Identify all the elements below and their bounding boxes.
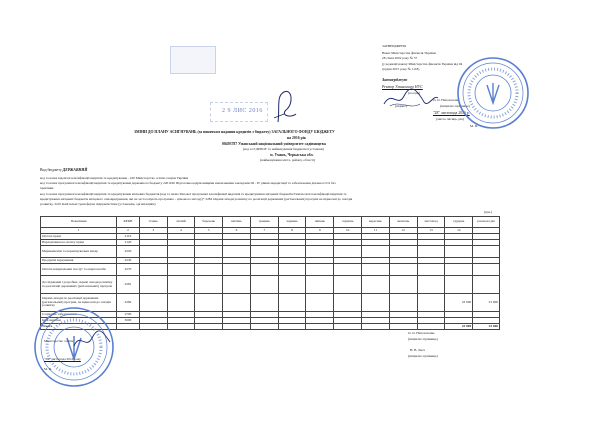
column-number: 11 <box>362 228 390 234</box>
row-code: 2230 <box>117 258 140 264</box>
month-cell <box>223 276 251 294</box>
row-label: Продукти харчування <box>41 258 117 264</box>
month-cell <box>167 276 195 294</box>
column-number: 8 <box>278 228 306 234</box>
row-code: 5000 <box>117 318 140 324</box>
row-label: Усього <box>41 324 117 330</box>
month-cell <box>306 246 334 258</box>
column-header: квітень <box>223 217 251 228</box>
total-cell <box>473 264 500 276</box>
month-cell <box>223 324 251 330</box>
column-number: 5 <box>195 228 223 234</box>
month-cell <box>195 276 223 294</box>
organization-hint: (код за ЄДРПОУ та найменування бюджетної установи) <box>243 147 324 151</box>
month-cell <box>278 324 306 330</box>
column-header: разом на рік <box>473 217 500 228</box>
row-code: 2700 <box>117 312 140 318</box>
month-cell <box>362 264 390 276</box>
column-header: травень <box>250 217 278 228</box>
total-cell <box>473 246 500 258</box>
column-number: 7 <box>250 228 278 234</box>
head-name: О. О. Непочатенко <box>408 331 435 335</box>
document-year: на 2016 рік <box>287 136 306 140</box>
month-cell <box>223 264 251 276</box>
row-code: 2270 <box>117 264 140 276</box>
approval-line: 28 січня 2002 року № 57 <box>382 56 418 60</box>
top-stamp-mark <box>170 46 216 74</box>
info-line: код та назва відомчої класифікації видатків та кредитування - 220 Міністерство освіти і науки України <box>40 176 189 180</box>
month-cell <box>417 264 445 276</box>
column-number: 2 <box>117 228 140 234</box>
month-cell <box>195 246 223 258</box>
month-cell <box>306 294 334 312</box>
month-cell <box>306 264 334 276</box>
column-number: 4 <box>167 228 195 234</box>
position-hint: (посада) <box>408 91 421 95</box>
column-header: січень <box>139 217 167 228</box>
month-cell <box>167 324 195 330</box>
column-header: червень <box>278 217 306 228</box>
month-cell <box>139 324 167 330</box>
month-cell <box>223 294 251 312</box>
column-header: лютий <box>167 217 195 228</box>
accountant-hint: (ініціали і прізвище) <box>408 354 438 358</box>
signature-scribble-mid <box>270 88 300 126</box>
table-row <box>41 264 500 276</box>
month-cell <box>389 264 417 276</box>
column-number: 1 <box>41 228 117 234</box>
row-label: Нарахування на оплату праці <box>41 240 117 246</box>
column-number: 3 <box>139 228 167 234</box>
month-cell <box>389 324 417 330</box>
accountant-name: Н. В. Ляса <box>410 348 426 352</box>
row-label: Медикаменти та перев'язувальні матер <box>41 246 117 258</box>
row-code: 2110 <box>117 234 140 240</box>
signature-scribble-bottom <box>72 328 112 352</box>
info-line: практики <box>40 186 54 190</box>
month-cell <box>362 246 390 258</box>
month-cell <box>334 246 362 258</box>
approval-line: (у редакції наказу Міністерства фінансів України від 04 <box>382 62 463 66</box>
month-cell <box>334 324 362 330</box>
row-code: 2281 <box>117 276 140 294</box>
december-cell: 23 000 <box>445 294 473 312</box>
month-cell <box>139 294 167 312</box>
month-cell <box>389 294 417 312</box>
row-code: 2220 <box>117 246 140 258</box>
column-header: листопад <box>417 217 445 228</box>
month-cell <box>417 246 445 258</box>
month-cell <box>167 264 195 276</box>
row-code: 2120 <box>117 240 140 246</box>
footer-mp-label: М. П. <box>44 367 53 371</box>
column-header: серпень <box>334 217 362 228</box>
month-cell <box>278 264 306 276</box>
month-cell <box>334 264 362 276</box>
footer-left-date: "28" листопада 2016 року <box>44 357 81 361</box>
table-row <box>41 246 500 258</box>
month-cell <box>195 264 223 276</box>
column-number: 13 <box>417 228 445 234</box>
column-number: 6 <box>223 228 251 234</box>
budget-type-value: ДЕРЖАВНИЙ <box>62 168 88 172</box>
month-cell <box>167 246 195 258</box>
info-line: розвитку, 3210 Капітальні трансферти підприємствам (установам, організаціям) <box>40 202 156 206</box>
month-cell <box>250 294 278 312</box>
head-hint: (ініціали і прізвище) <box>408 337 438 341</box>
month-cell <box>334 294 362 312</box>
total-cell: 23 000 <box>473 324 500 330</box>
row-label: Дослідження і розробки, окремі заходи розвитку по реалізації державних (регіональних) програм <box>41 276 117 294</box>
month-cell <box>223 246 251 258</box>
month-cell <box>362 294 390 312</box>
december-cell <box>445 264 473 276</box>
row-label: Оплата праці <box>41 234 117 240</box>
university-seal-top <box>455 55 531 131</box>
month-cell <box>362 276 390 294</box>
month-cell <box>195 294 223 312</box>
month-cell <box>139 246 167 258</box>
approval-line: грудня 2015 року № 1118) <box>382 67 420 71</box>
month-cell <box>250 264 278 276</box>
month-cell <box>278 246 306 258</box>
column-header: вересень <box>362 217 390 228</box>
column-number: 14 <box>445 228 473 234</box>
month-cell <box>306 324 334 330</box>
approval-date: "28" листопада 2016 р. <box>433 111 470 115</box>
date-hint: (число, місяць, рік) <box>436 117 464 121</box>
approval-line: Наказ Міністерства фінансів України <box>382 51 436 55</box>
signature-hint: (підпис) <box>395 104 407 108</box>
name-hint: (ініціали і прізвище) <box>440 104 470 108</box>
month-cell <box>195 324 223 330</box>
city: м. Умань, Черкаська обл. <box>270 153 314 157</box>
month-cell <box>250 324 278 330</box>
unit-label: (грн.) <box>484 210 493 214</box>
row-label: Оплата комунальних послуг та енергоносіїв <box>41 264 117 276</box>
december-cell <box>445 276 473 294</box>
row-label: Інші видатки <box>41 318 117 324</box>
december-cell: 23 000 <box>445 324 473 330</box>
document-title: ЗМІНИ ДО ПЛАНУ АСИГНУВАНЬ (за винятком надання кредитів з бюджету) ЗАГАЛЬНОГО ФОНДУ БЮДЖЕТУ <box>134 130 335 134</box>
row-label: Соціальне забезпечення <box>41 312 117 318</box>
row-code <box>117 324 140 330</box>
received-stamp-date: 2 9 ЛИС 2016 <box>222 108 263 114</box>
city-hint: (найменування міста, району, області) <box>260 158 316 162</box>
month-cell <box>278 294 306 312</box>
signature-name: О. О. Непочатенко <box>433 98 460 102</box>
info-line: код та назва програмної класифікації видатків та кредитування місцевих бюджетів (код та назва Типової програмної класифікації видатків та кредитування місцевих бюджетів/Тимчасової класифікації видатків та <box>40 192 347 196</box>
total-cell <box>473 276 500 294</box>
table-header-row <box>41 217 500 228</box>
column-header: грудень <box>445 217 473 228</box>
month-cell <box>334 276 362 294</box>
confirm-label: Затверджую <box>382 77 408 82</box>
month-cell <box>250 276 278 294</box>
month-cell <box>167 294 195 312</box>
column-header: липень <box>306 217 334 228</box>
row-code: 2282 <box>117 294 140 312</box>
month-cell <box>139 264 167 276</box>
month-cell <box>417 276 445 294</box>
month-cell <box>139 276 167 294</box>
mp-label: М. П. <box>470 124 479 128</box>
december-cell <box>445 246 473 258</box>
appropriations-table <box>40 216 500 330</box>
column-header: КЕКВ <box>117 217 140 228</box>
column-number: 9 <box>306 228 334 234</box>
month-cell <box>389 276 417 294</box>
row-label: Окремі заходи по реалізації державних (регіональних) програм, не віднесені до заходів розвитку <box>41 294 117 312</box>
table-row <box>41 294 500 312</box>
signature-scribble-top <box>380 84 440 114</box>
total-cell: 23 000 <box>473 294 500 312</box>
month-cell <box>417 294 445 312</box>
organization: 00493787 Уманський національний університет садівництва <box>222 142 326 146</box>
rector-label: Ректор Уманського НУС <box>382 85 423 89</box>
month-cell <box>306 276 334 294</box>
column-header: Показники <box>41 217 117 228</box>
column-number: 10 <box>334 228 362 234</box>
month-cell <box>362 324 390 330</box>
month-cell <box>250 246 278 258</box>
month-cell <box>389 246 417 258</box>
info-line: кредитування місцевих бюджетів місцевого самоврядування, які не застосовують програмно - цільового методу)* 2282 Окремі заходи розвитку по реалізації державних (регіональних) програм не віднесені до заходів <box>40 197 353 201</box>
month-cell <box>417 324 445 330</box>
table-row <box>41 276 500 294</box>
column-header: березень <box>195 217 223 228</box>
column-header: жовтень <box>389 217 417 228</box>
footer-left-label: Міністерство освіти <box>44 339 74 343</box>
column-number: 12 <box>389 228 417 234</box>
info-line: код та назва програмної класифікації видатків та кредитування державного бюджету 2201160 Підготовка кадрів вищими навчальними закладами III - IV рівнів акредитації та забезпечення діяльності їх баз <box>40 181 336 185</box>
approval-title: ЗАТВЕРДЖЕНО <box>382 44 407 48</box>
budget-type-label: Вид бюджету ДЕРЖАВНИЙ <box>40 168 88 172</box>
month-cell <box>278 276 306 294</box>
